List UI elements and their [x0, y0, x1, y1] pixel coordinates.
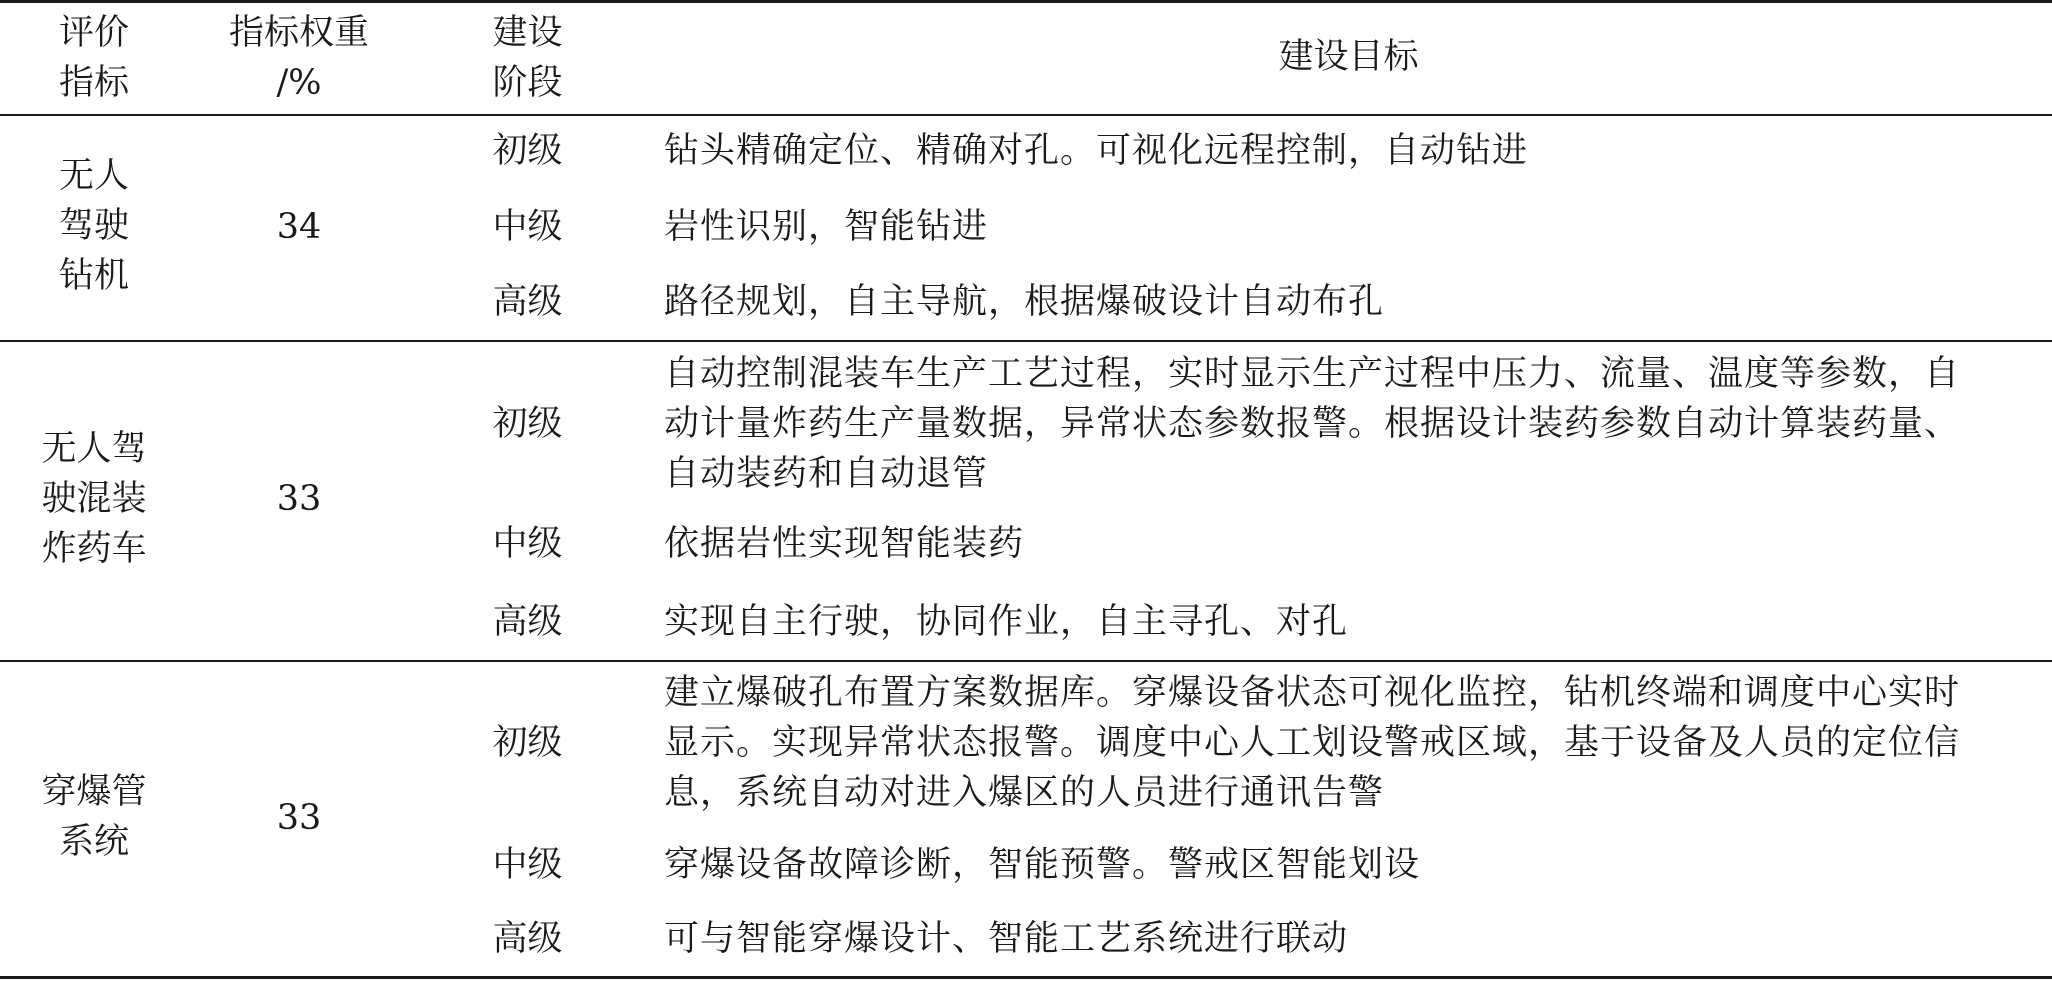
- header-indicator-line: 指标: [58, 63, 129, 103]
- indicator-line: 炸药车: [41, 529, 147, 569]
- stage-label: 初级: [492, 131, 563, 171]
- row-weight: 34: [276, 207, 322, 247]
- goal-text: [664, 349, 2044, 499]
- indicator-line: 无人: [58, 156, 129, 196]
- table-top-rule: [0, 0, 2052, 3]
- goal-line: 路径规划，自主导航，根据爆破设计自动布孔: [664, 282, 1385, 322]
- header-indicator: [0, 8, 188, 108]
- indicator-line: 驾驶: [58, 206, 129, 246]
- goal-text: [664, 668, 2044, 818]
- goal-line: 穿爆设备故障诊断，智能预警。警戒区智能划设: [664, 845, 1421, 885]
- goal-text: [664, 277, 2044, 327]
- goal-text: [664, 202, 2044, 252]
- indicator-line: 系统: [58, 822, 129, 862]
- row-divider: [0, 660, 2052, 662]
- indicator-line: 穿爆管: [41, 772, 147, 812]
- stage-label: 初级: [492, 723, 563, 763]
- goal-line: 依据岩性实现智能装药: [664, 524, 1025, 564]
- stage-label: 初级: [492, 404, 563, 444]
- row-indicator: [0, 151, 188, 301]
- goal-line: 动计量炸药生产量数据，异常状态参数报警。根据设计装药参数自动计算装药量、: [664, 404, 1961, 444]
- stage-label: 高级: [492, 602, 563, 642]
- indicator-line: 无人驾: [41, 429, 147, 469]
- header-weight-line: /%: [276, 63, 322, 103]
- stage-label: 高级: [492, 919, 563, 959]
- header-weight: [188, 8, 410, 108]
- goal-text: [664, 840, 2044, 890]
- header-stage-line: 建设: [492, 13, 563, 53]
- header-stage-line: 阶段: [492, 63, 563, 103]
- header-goal: 建设目标: [1278, 37, 1419, 77]
- stage-label: 高级: [492, 282, 563, 322]
- goal-line: 显示。实现异常状态报警。调度中心人工划设警戒区域，基于设备及人员的定位信: [664, 723, 1961, 763]
- indicator-line: 钻机: [58, 256, 129, 296]
- goal-line: 自动控制混装车生产工艺过程，实时显示生产过程中压力、流量、温度等参数，自: [664, 354, 1961, 394]
- row-divider: [0, 340, 2052, 342]
- stage-label: 中级: [492, 845, 563, 885]
- row-indicator: [0, 424, 188, 574]
- row-weight: 33: [276, 798, 322, 838]
- goal-line: 息，系统自动对进入爆区的人员进行通讯告警: [664, 773, 1385, 813]
- header-indicator-line: 评价: [58, 13, 129, 53]
- header-weight-line: 指标权重: [228, 13, 369, 53]
- stage-label: 中级: [492, 207, 563, 247]
- stage-label: 中级: [492, 524, 563, 564]
- table-bottom-rule: [0, 976, 2052, 979]
- header-bottom-rule: [0, 114, 2052, 116]
- goal-line: 岩性识别，智能钻进: [664, 207, 989, 247]
- goal-text: [664, 597, 2044, 647]
- indicator-line: 驶混装: [41, 479, 147, 519]
- goal-line: 建立爆破孔布置方案数据库。穿爆设备状态可视化监控，钻机终端和调度中心实时: [664, 673, 1961, 713]
- goal-text: [664, 126, 2044, 176]
- goal-line: 钻头精确定位、精确对孔。可视化远程控制，自动钻进: [664, 131, 1529, 171]
- header-stage: [410, 8, 645, 108]
- goal-text: [664, 519, 2044, 569]
- row-indicator: [0, 767, 188, 867]
- goal-text: [664, 914, 2044, 964]
- goal-line: 自动装药和自动退管: [664, 454, 989, 494]
- goal-line: 可与智能穿爆设计、智能工艺系统进行联动: [664, 919, 1349, 959]
- row-weight: 33: [276, 479, 322, 519]
- goal-line: 实现自主行驶，协同作业，自主寻孔、对孔: [664, 602, 1349, 642]
